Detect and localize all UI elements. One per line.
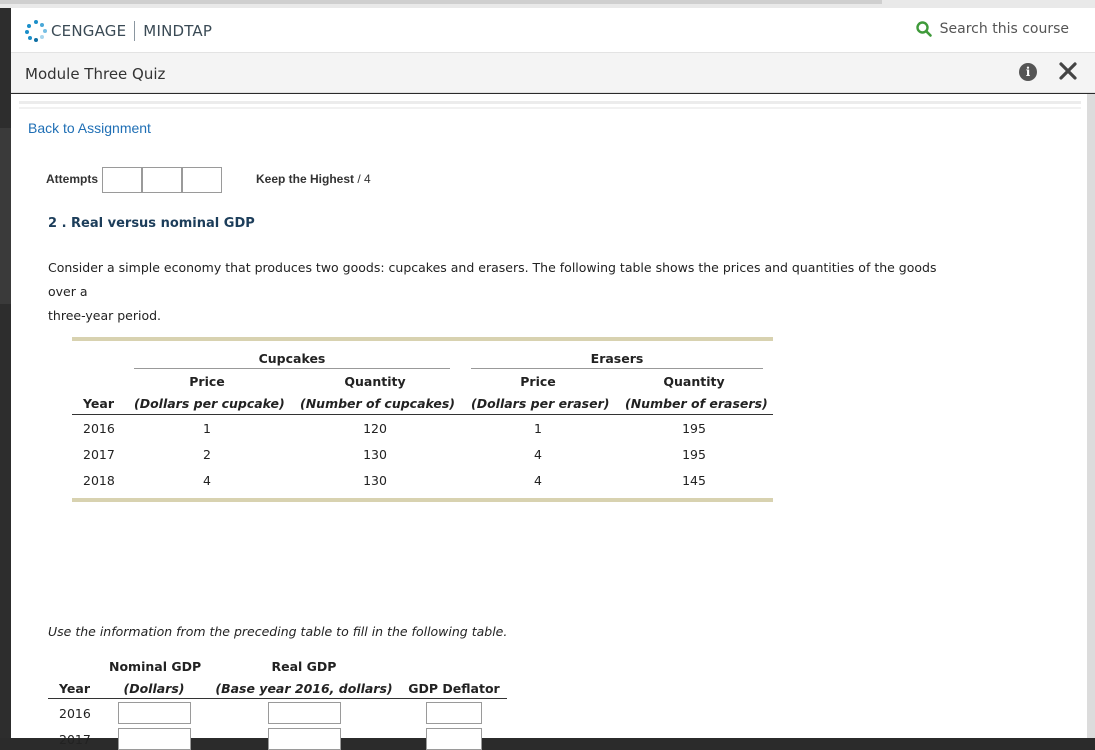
brand-divider [134,21,135,41]
table-cell: 1 [534,421,542,436]
question-text [48,256,968,328]
attempt-box [182,167,222,193]
search-label: Search this course [939,21,1069,37]
col-header-year: Year [83,396,114,411]
left-panel-notch [0,128,11,304]
table-top-bar [72,337,773,341]
col-header-gdp-deflator: GDP Deflator [408,681,500,696]
product-name: MINDTAP [143,22,213,40]
info-icon[interactable]: i [1019,63,1037,81]
real-gdp-input[interactable] [268,728,341,750]
table-cell-year: 2016 [59,706,91,721]
table-cell: 130 [363,473,387,488]
table-cell: 2 [203,447,211,462]
col-unit-real-gdp: (Base year 2016, dollars) [215,681,393,696]
quiz-content [11,94,1087,747]
col-header-cupcake-price: Price [189,374,225,389]
table-cell-year: 2018 [83,473,115,488]
question-text-line: Consider a simple economy that produces two goods: cupcakes and erasers. The following table shows the prices and quantities of the goods over a [48,260,937,299]
question-text-line: three-year period. [48,308,162,323]
col-header-cupcake-quantity: Quantity [344,374,406,389]
header-rule [72,414,773,415]
nominal-gdp-input[interactable] [118,702,191,724]
back-to-assignment-link[interactable]: Back to Assignment [28,120,151,136]
divider [19,101,1081,104]
scroll-indicator [0,0,882,4]
col-unit-cupcake-price: (Dollars per cupcake) [134,396,285,411]
attempts-label: Attempts [46,172,99,186]
col-unit-eraser-price: (Dollars per eraser) [471,396,610,411]
table-cell-year: 2016 [83,421,115,436]
table-cell: 1 [203,421,211,436]
table-cell: 130 [363,447,387,462]
page-title: Module Three Quiz [25,65,166,83]
table-cell: 120 [363,421,387,436]
col-header-eraser-quantity: Quantity [663,374,725,389]
cengage-logo-icon [25,20,47,42]
real-gdp-input[interactable] [268,702,341,724]
scrollbar-track[interactable] [1087,94,1095,738]
nominal-gdp-input[interactable] [118,728,191,750]
col-header-nominal-gdp: Nominal GDP [109,659,202,674]
table-cell: 4 [534,447,542,462]
search-course[interactable] [916,21,1069,37]
col-unit-nominal-gdp: (Dollars) [123,681,185,696]
app-header [11,8,1095,53]
table-bottom-bar [72,498,773,502]
group-header-erasers: Erasers [590,351,644,366]
gdp-deflator-input[interactable] [426,702,482,724]
header-rule [48,698,507,699]
cengage-logo[interactable] [25,20,212,42]
keep-highest-label [256,172,371,186]
table-cell: 4 [534,473,542,488]
instruction-text: Use the information from the preceding table to fill in the following table. [48,624,508,639]
table-cell: 4 [203,473,211,488]
group-rule [134,368,450,369]
close-icon[interactable] [1057,60,1079,82]
col-unit-eraser-quantity: (Number of erasers) [625,396,768,411]
group-header-cupcakes: Cupcakes [258,351,326,366]
attempt-box [142,167,182,193]
table-cell-year: 2017 [59,732,91,747]
table-cell: 195 [682,447,706,462]
col-unit-cupcake-quantity: (Number of cupcakes) [300,396,456,411]
table-cell: 195 [682,421,706,436]
activity-titlebar [11,53,1095,93]
left-dark-panel [0,8,11,738]
divider [19,107,1081,109]
table-cell-year: 2017 [83,447,115,462]
keep-highest-text: Keep the Highest [256,172,355,186]
question-title: 2 . Real versus nominal GDP [48,216,255,231]
col-header-eraser-price: Price [520,374,556,389]
brand-name: CENGAGE [51,22,127,40]
col-header-year: Year [59,681,90,696]
search-icon [916,21,932,37]
attempt-box [102,167,142,193]
col-header-real-gdp: Real GDP [271,659,337,674]
max-score: / 4 [357,172,371,186]
group-rule [471,368,763,369]
gdp-deflator-input[interactable] [426,728,482,750]
table-cell: 145 [682,473,706,488]
browser-top-strip [0,0,1095,8]
